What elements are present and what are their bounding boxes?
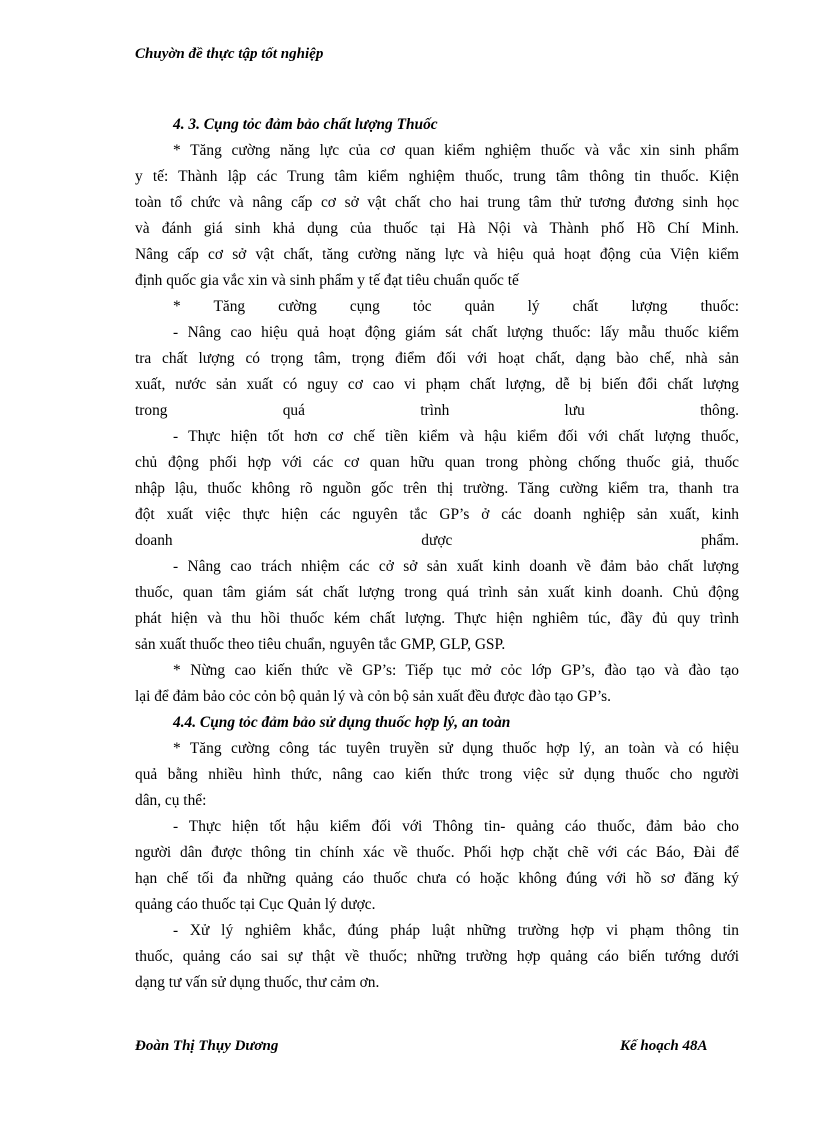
text-line: - Thực hiện tốt hơn cơ chế tiền kiểm và hậu kiểm đối với chất lượng thuốc, — [173, 428, 739, 445]
text-line: toàn tổ chức và nâng cấp cơ sở vật chất cho hai trung tâm thử tương đương sinh học — [135, 194, 739, 211]
section-4-4-body — [135, 736, 739, 996]
text-line: lại để đảm bảo cỏc cỏn bộ quản lý và cỏn bộ sản xuất đều được đào tạo GP’s. — [135, 688, 611, 705]
text-line: xuất, nước sản xuất có nguy cơ cao vi phạm chất lượng, dễ bị biến đổi chất lượng — [135, 376, 739, 393]
text-line: chủ động phối hợp với các cơ quan hữu quan trong phòng chống thuốc giả, thuốc — [135, 454, 739, 471]
text-line: quảng cáo thuốc tại Cục Quản lý dược. — [135, 896, 376, 913]
text-line: và đánh giá sinh khả dụng của thuốc tại Hà Nội và Thành phố Hồ Chí Minh. — [135, 220, 739, 237]
document-body — [135, 112, 739, 996]
text-line: định quốc gia vắc xin và sinh phẩm y tế đạt tiêu chuẩn quốc tế — [135, 272, 519, 289]
text-line: - Xử lý nghiêm khắc, đúng pháp luật những trường hợp vi phạm thông tin — [173, 922, 739, 939]
footer-class: Kế hoạch 48A — [620, 1038, 708, 1054]
text-line: y tế: Thành lập các Trung tâm kiểm nghiệm thuốc, trung tâm thông tin thuốc. Kiện — [135, 168, 739, 185]
page-header: Chuyờn đề thực tập tốt nghiệp — [135, 46, 324, 62]
text-line: - Thực hiện tốt hậu kiểm đối với Thông tin- quảng cáo thuốc, đảm bảo cho — [173, 818, 739, 835]
section-heading-4-4: 4.4. Cụng tỏc đảm bảo sử dụng thuốc hợp lý, an toàn — [173, 714, 511, 731]
text-line: doanh dược phẩm. — [135, 532, 739, 549]
section-4-3-body — [135, 138, 739, 710]
text-line: hạn chế tối đa những quảng cáo thuốc chưa có hoặc không đúng với hồ sơ đăng ký — [135, 870, 739, 887]
text-line: * Nừng cao kiến thức về GP’s: Tiếp tục mở cỏc lớp GP’s, đào tạo và đào tạo — [173, 662, 739, 679]
text-line: tra chất lượng có trọng tâm, trọng điểm đối với hoạt chất, dạng bào chế, nhà sản — [135, 350, 739, 367]
text-line: phát hiện và thu hồi thuốc kém chất lượng. Thực hiện nghiêm túc, đầy đủ quy trình — [135, 610, 739, 627]
text-line: sản xuất thuốc theo tiêu chuẩn, nguyên tắc GMP, GLP, GSP. — [135, 636, 506, 653]
text-line: * Tăng cường cụng tỏc quản lý chất lượng thuốc: — [173, 298, 739, 315]
text-line: đột xuất việc thực hiện các nguyên tắc GP’s ở các doanh nghiệp sản xuất, kinh — [135, 506, 739, 523]
footer-author: Đoàn Thị Thụy Dương — [135, 1038, 279, 1054]
text-line: * Tăng cường công tác tuyên truyền sử dụng thuốc hợp lý, an toàn và có hiệu — [173, 740, 739, 757]
text-line: quả bằng nhiều hình thức, nâng cao kiến thức trong việc sử dụng thuốc cho người — [135, 766, 739, 783]
text-line: trong quá trình lưu thông. — [135, 402, 739, 419]
text-line: - Nâng cao trách nhiệm các cở sở sản xuất kinh doanh về đảm bảo chất lượng — [173, 558, 739, 575]
text-line: * Tăng cường năng lực của cơ quan kiểm nghiệm thuốc và vắc xin sinh phẩm — [173, 142, 739, 159]
text-line: - Nâng cao hiệu quả hoạt động giám sát chất lượng thuốc: lấy mẫu thuốc kiểm — [173, 324, 739, 341]
text-line: thuốc, quan tâm giám sát chất lượng trong quá trình sản xuất kinh doanh. Chủ động — [135, 584, 739, 601]
text-line: thuốc, quảng cáo sai sự thật về thuốc; những trường hợp quảng cáo biến tướng dưới — [135, 948, 739, 965]
text-line: Nâng cấp cơ sở vật chất, tăng cường năng lực và hiệu quả hoạt động của Viện kiểm — [135, 246, 739, 263]
text-line: nhập lậu, thuốc không rõ nguồn gốc trên thị trường. Tăng cường kiểm tra, thanh tra — [135, 480, 739, 497]
text-line: dạng tư vấn sử dụng thuốc, thư cảm ơn. — [135, 974, 380, 991]
text-line: người dân được thông tin chính xác về thuốc. Phối hợp chặt chẽ với các Báo, Đài để — [135, 844, 739, 861]
section-heading-4-3: 4. 3. Cụng tỏc đảm bảo chất lượng Thuốc — [173, 116, 438, 133]
text-line: dân, cụ thể: — [135, 792, 207, 809]
